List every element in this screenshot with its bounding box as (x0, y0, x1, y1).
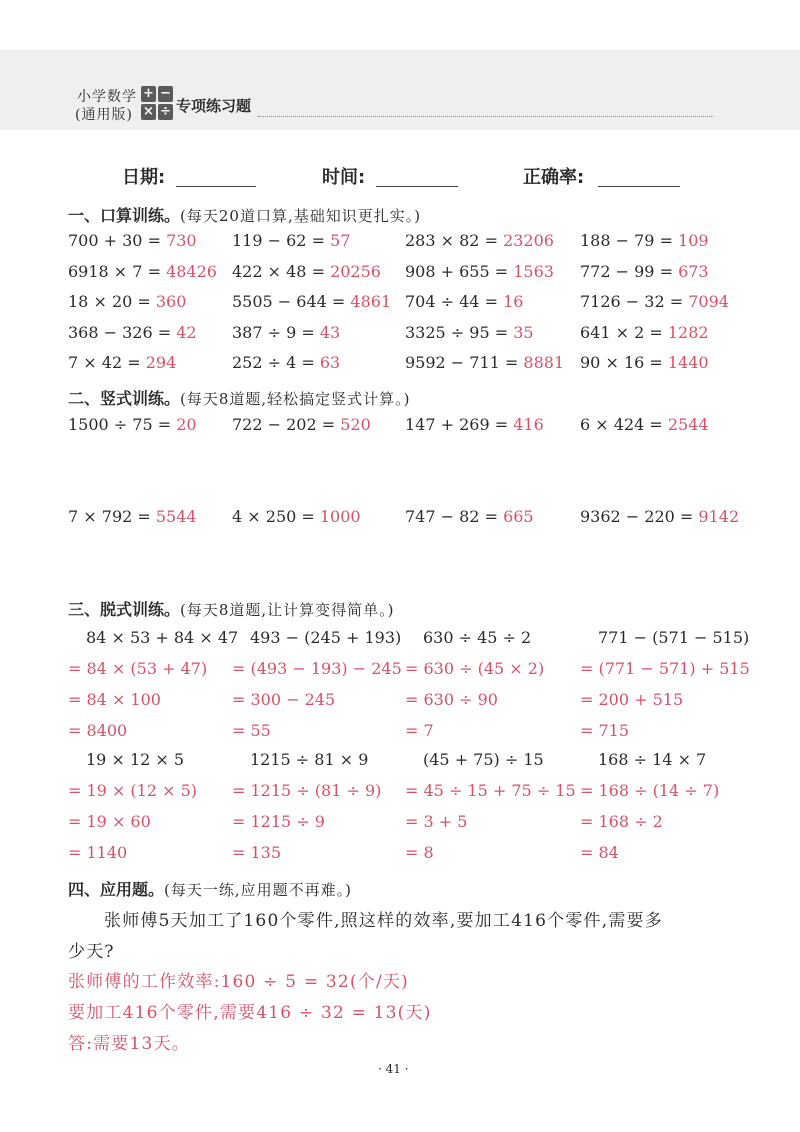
oral-calc-item (232, 231, 350, 250)
equation-question: 18 × 20 = (68, 292, 156, 311)
page-number: · 41 · (378, 1062, 409, 1076)
equation-answer: 16 (503, 292, 524, 311)
equation-question: 4 × 250 = (232, 507, 320, 526)
equation-answer: 63 (319, 353, 341, 372)
equation-question: 368 − 326 = (68, 323, 177, 342)
equation-answer: 9142 (698, 507, 740, 526)
stepwise-step: = 135 (232, 843, 282, 862)
equation-answer: 673 (678, 262, 709, 281)
stepwise-step: = 1140 (68, 843, 128, 862)
equation-answer: 2544 (667, 415, 709, 434)
oral-calc-item (580, 231, 709, 250)
oral-calc-item (68, 323, 197, 342)
equation-question: 188 − 79 = (580, 231, 679, 250)
oral-calc-item (580, 323, 709, 342)
oral-calc-item (405, 231, 554, 250)
brand-line1: 小学数学 (77, 89, 137, 105)
equation-answer: 23206 (503, 231, 554, 250)
equation-answer: 42 (176, 323, 197, 342)
equation-answer: 1000 (319, 507, 361, 526)
section1-title: 一、口算训练。 (68, 206, 181, 225)
vertical-calc-item (68, 415, 197, 434)
equation-question: 5505 − 644 = (232, 292, 351, 311)
vertical-calc-item (232, 415, 371, 434)
equation-answer: 57 (330, 231, 351, 250)
stepwise-step: = (493 − 193) − 245 (232, 659, 402, 678)
equation-question: 700 + 30 = (68, 231, 167, 250)
accuracy-blank[interactable] (598, 186, 680, 187)
equation-answer: 7094 (688, 292, 729, 311)
section4-heading (68, 877, 352, 900)
stepwise-question: 493 − (245 + 193) (250, 628, 402, 647)
stepwise-step: = 8400 (68, 721, 128, 740)
oral-calc-item (405, 262, 554, 281)
section2-heading (68, 386, 411, 409)
oral-calc-item (580, 353, 709, 372)
section1-heading (68, 203, 421, 226)
answer-line1: 张师傅的工作效率:160 ÷ 5 = 32(个/天) (68, 972, 409, 992)
equation-answer: 43 (319, 323, 341, 342)
equation-answer: 20256 (330, 262, 381, 281)
equation-question: 7 × 792 = (68, 507, 156, 526)
stepwise-step: = 84 × 100 (68, 690, 161, 709)
oral-calc-item (232, 323, 340, 342)
equation-question: 6918 × 7 = (68, 262, 167, 281)
section3-heading (68, 597, 395, 620)
vertical-calc-item (405, 507, 534, 526)
stepwise-step: = 55 (232, 721, 271, 740)
equation-question: 90 × 16 = (580, 353, 668, 372)
equation-answer: 4861 (350, 292, 392, 311)
stepwise-question: 168 ÷ 14 × 7 (598, 750, 707, 769)
stepwise-step: = 1215 ÷ 9 (232, 812, 325, 831)
equation-question: 722 − 202 = (232, 415, 341, 434)
equation-answer: 360 (155, 292, 187, 311)
oral-calc-item (405, 353, 564, 372)
equation-question: 9362 − 220 = (580, 507, 699, 526)
stepwise-step: = 168 ÷ (14 ÷ 7) (580, 781, 720, 800)
equation-question: 747 − 82 = (405, 507, 504, 526)
equation-question: 422 × 48 = (232, 262, 331, 281)
vertical-calc-item (580, 415, 709, 434)
oral-calc-item (68, 353, 176, 372)
stepwise-step: = 84 (580, 843, 619, 862)
section4-note: (每天一练,应用题不再难。) (164, 881, 352, 899)
equation-answer: 520 (340, 415, 371, 434)
oral-calc-item (68, 292, 186, 311)
equation-question: 7126 − 32 = (580, 292, 689, 311)
header-title: 专项练习题 (176, 97, 252, 115)
stepwise-step: = 200 + 515 (580, 690, 684, 709)
oral-calc-item (405, 323, 534, 342)
oral-calc-item (232, 262, 381, 281)
stepwise-question: 19 × 12 × 5 (86, 750, 185, 769)
equation-answer: 48426 (166, 262, 217, 281)
oral-calc-item (68, 231, 197, 250)
stepwise-step: = 7 (405, 721, 434, 740)
equation-question: 908 + 655 = (405, 262, 514, 281)
date-blank[interactable] (176, 186, 256, 187)
section4-title: 四、应用题。 (68, 880, 165, 899)
equation-answer: 109 (678, 231, 709, 250)
time-label: 时间: (322, 167, 366, 188)
stepwise-question: 771 − (571 − 515) (598, 628, 750, 647)
stepwise-step: = 19 × 60 (68, 812, 151, 831)
header-dotted-rule (258, 116, 714, 117)
oral-calc-item (405, 292, 523, 311)
equation-question: 147 + 269 = (405, 415, 514, 434)
equation-answer: 5544 (155, 507, 197, 526)
equation-question: 6 × 424 = (580, 415, 668, 434)
brand-line2: (通用版) (75, 107, 133, 123)
times-icon: × (141, 104, 156, 120)
equation-answer: 730 (166, 231, 197, 250)
equation-answer: 1563 (513, 262, 554, 281)
word-problem-line1: 张师傅5天加工了160个零件,照这样的效率,要加工416个零件,需要多 (104, 911, 663, 931)
equation-question: 1500 ÷ 75 = (68, 415, 177, 434)
stepwise-step: = 715 (580, 721, 630, 740)
stepwise-step: = 1215 ÷ (81 ÷ 9) (232, 781, 382, 800)
equation-answer: 416 (513, 415, 544, 434)
section2-title: 二、竖式训练。 (68, 389, 181, 408)
stepwise-step: = 3 + 5 (405, 812, 468, 831)
stepwise-question: 1215 ÷ 81 × 9 (250, 750, 369, 769)
section1-note: (每天20道口算,基础知识更扎实。) (180, 207, 422, 225)
stepwise-question: 630 ÷ 45 ÷ 2 (423, 628, 532, 647)
section3-title: 三、脱式训练。 (68, 600, 181, 619)
oral-calc-item (68, 262, 217, 281)
equation-question: 283 × 82 = (405, 231, 504, 250)
equation-answer: 1440 (667, 353, 709, 372)
equation-answer: 1282 (667, 323, 709, 342)
equation-answer: 20 (176, 415, 197, 434)
answer-line3: 答:需要13天。 (68, 1034, 190, 1054)
equation-answer: 35 (513, 323, 534, 342)
stepwise-step: = 168 ÷ 2 (580, 812, 663, 831)
equation-question: 3325 ÷ 95 = (405, 323, 514, 342)
accuracy-label: 正确率: (523, 167, 585, 188)
stepwise-step: = 630 ÷ 90 (405, 690, 498, 709)
divide-icon: ÷ (158, 104, 173, 120)
operator-icon-grid (141, 86, 173, 120)
stepwise-step: = 300 − 245 (232, 690, 336, 709)
stepwise-step: = 45 ÷ 15 + 75 ÷ 15 (405, 781, 576, 800)
equation-question: 772 − 99 = (580, 262, 679, 281)
equation-answer: 294 (145, 353, 177, 372)
stepwise-step: = 630 ÷ (45 × 2) (405, 659, 545, 678)
word-problem-line2: 少天? (68, 942, 115, 962)
oral-calc-item (580, 292, 729, 311)
oral-calc-item (232, 292, 391, 311)
vertical-calc-item (405, 415, 544, 434)
stepwise-step: = 84 × (53 + 47) (68, 659, 208, 678)
time-blank[interactable] (376, 186, 458, 187)
equation-question: 252 ÷ 4 = (232, 353, 320, 372)
answer-line2: 要加工416个零件,需要416 ÷ 32 = 13(天) (68, 1003, 432, 1023)
oral-calc-item (232, 353, 340, 372)
stepwise-step: = 8 (405, 843, 434, 862)
minus-icon: − (158, 86, 173, 102)
vertical-calc-item (68, 507, 197, 526)
stepwise-question: (45 + 75) ÷ 15 (423, 750, 544, 769)
equation-question: 119 − 62 = (232, 231, 331, 250)
equation-question: 9592 − 711 = (405, 353, 524, 372)
vertical-calc-item (580, 507, 739, 526)
equation-answer: 8881 (523, 353, 565, 372)
equation-question: 7 × 42 = (68, 353, 146, 372)
equation-question: 387 ÷ 9 = (232, 323, 320, 342)
stepwise-question: 84 × 53 + 84 × 47 (86, 628, 239, 647)
vertical-calc-item (232, 507, 361, 526)
section2-note: (每天8道题,轻松搞定竖式计算。) (180, 390, 411, 408)
stepwise-step: = (771 − 571) + 515 (580, 659, 750, 678)
stepwise-step: = 19 × (12 × 5) (68, 781, 198, 800)
section3-note: (每天8道题,让计算变得简单。) (180, 601, 395, 619)
equation-question: 704 ÷ 44 = (405, 292, 504, 311)
date-label: 日期: (122, 167, 166, 188)
equation-question: 641 × 2 = (580, 323, 668, 342)
equation-answer: 665 (503, 507, 534, 526)
plus-icon: + (141, 86, 156, 102)
oral-calc-item (580, 262, 709, 281)
